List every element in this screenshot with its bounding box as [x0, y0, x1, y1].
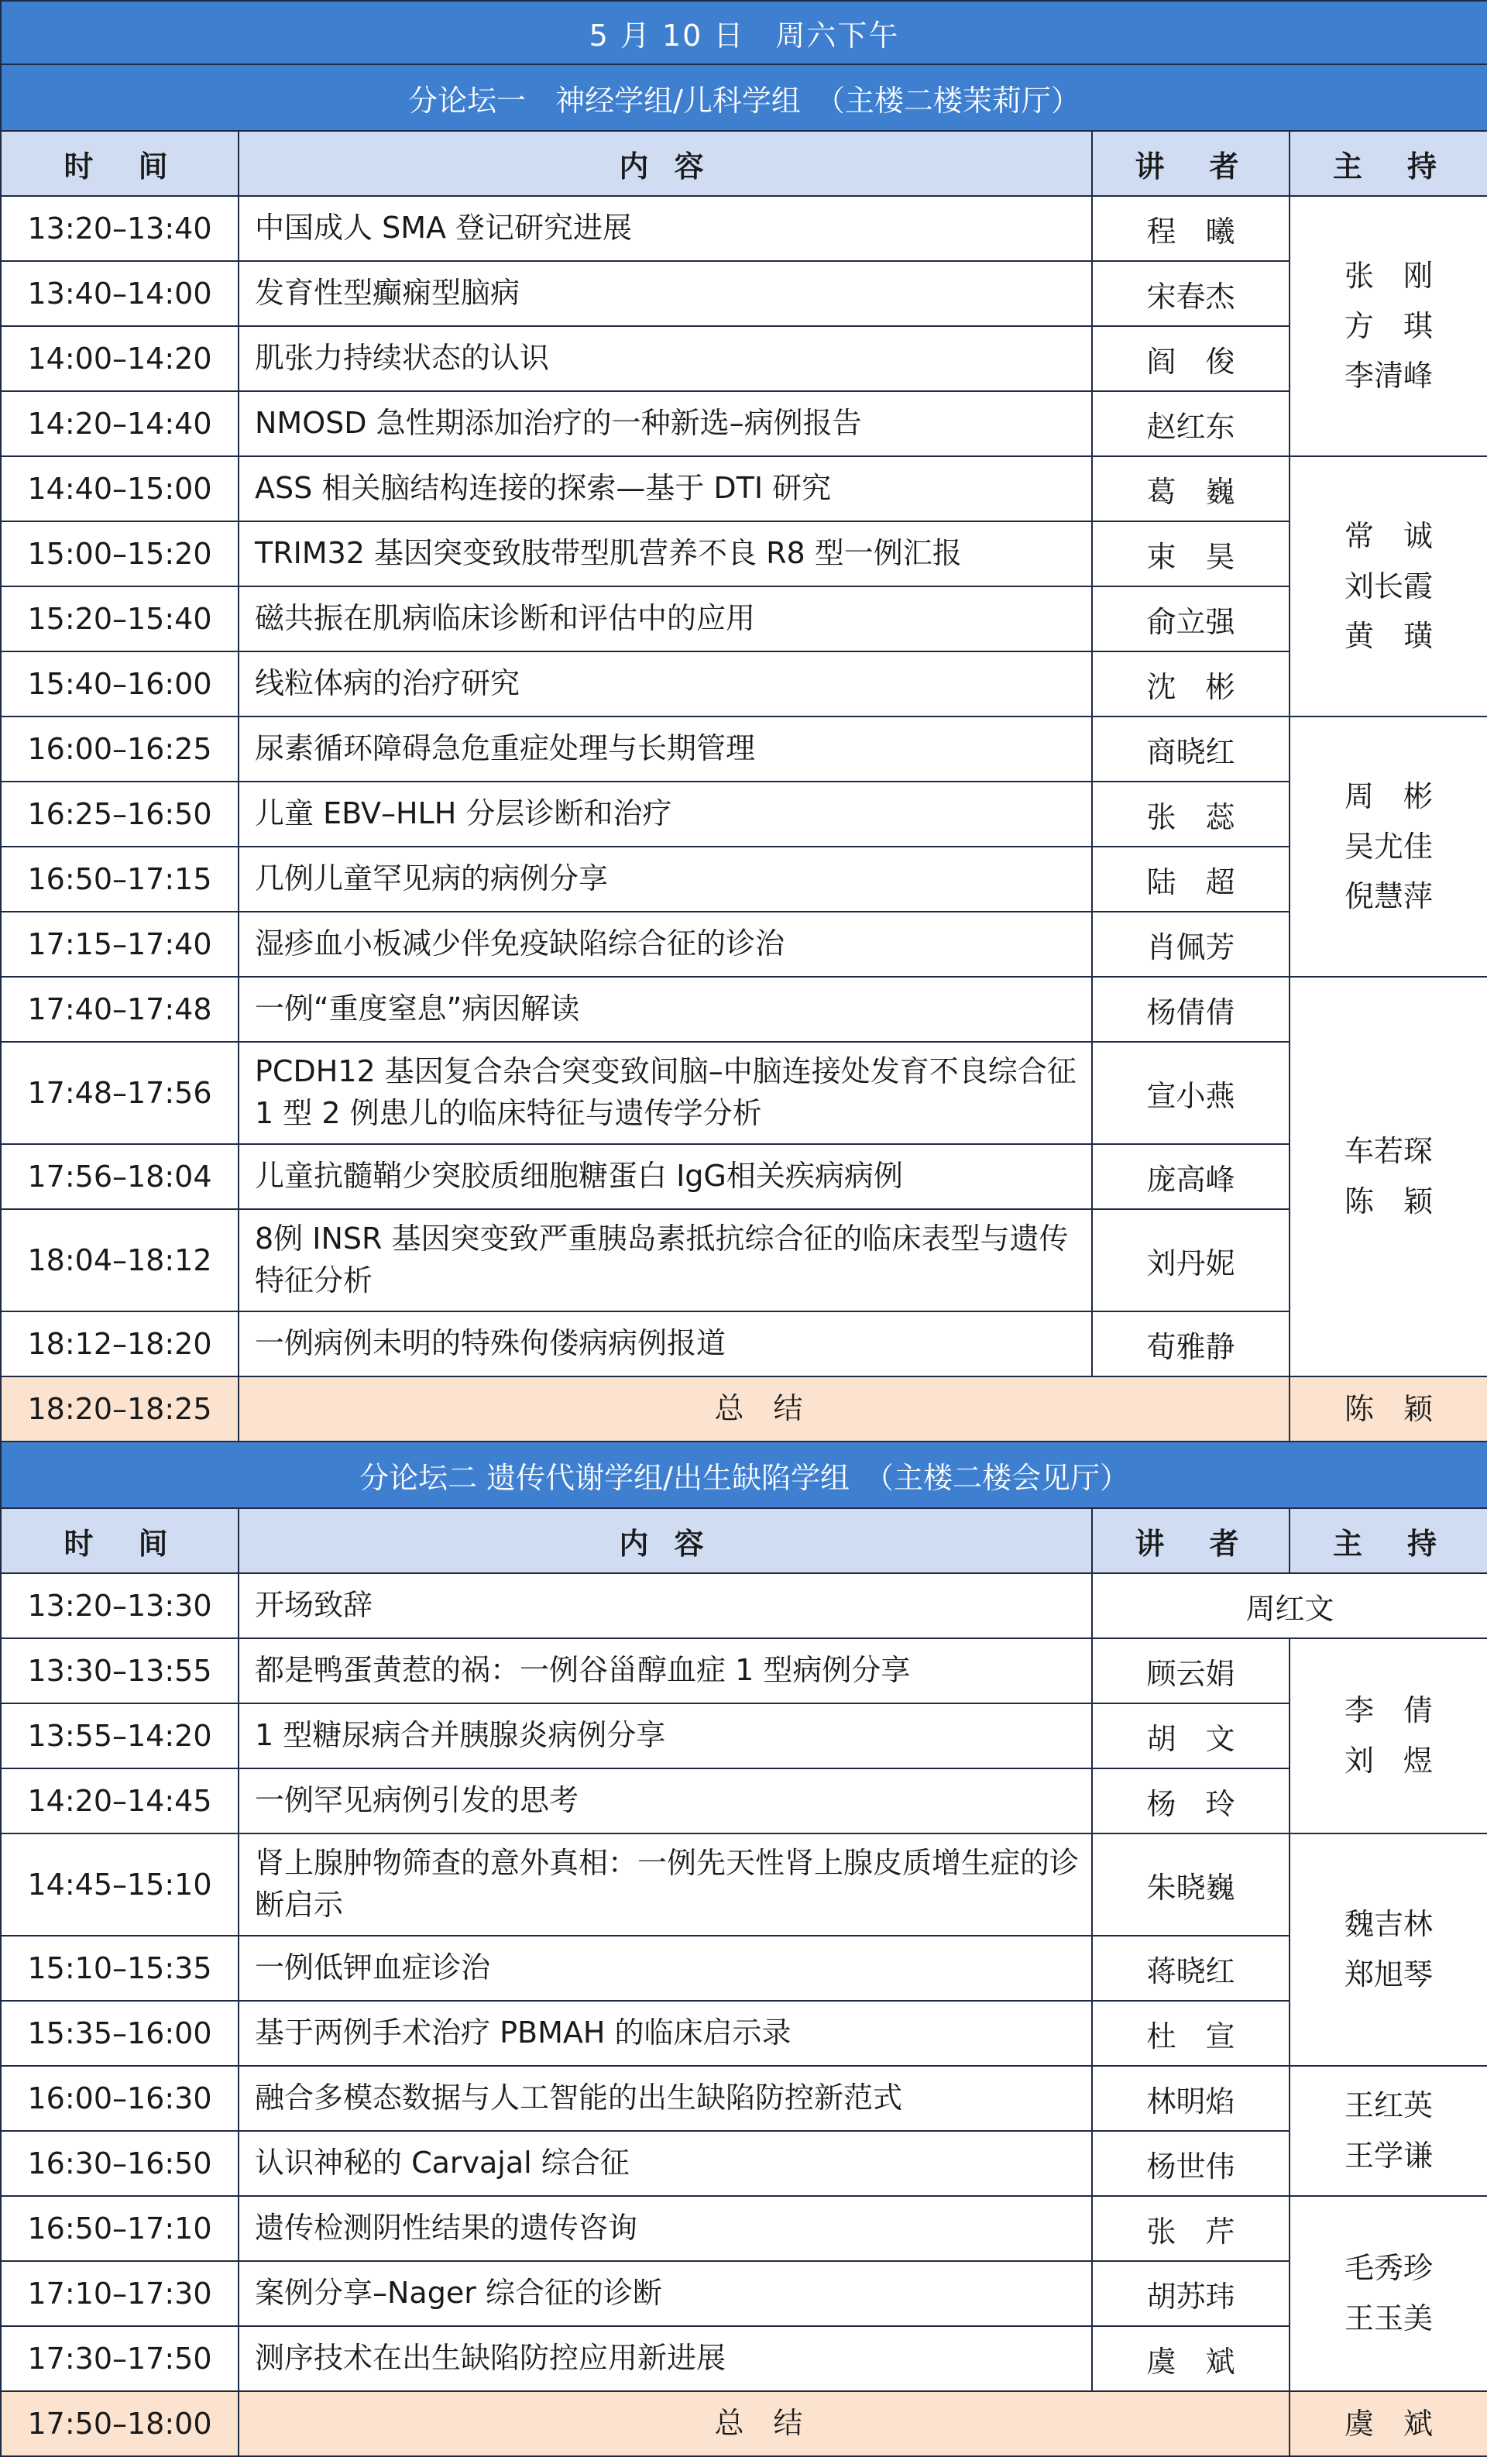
time-cell: 17:10–17:30	[1, 2261, 239, 2326]
speaker-cell: 宋春杰	[1092, 261, 1290, 326]
time-cell: 17:48–17:56	[1, 1042, 239, 1144]
column-header-host: 主 持	[1290, 1508, 1487, 1573]
time-cell: 18:20–18:25	[1, 1376, 239, 1442]
host-cell	[1290, 1638, 1487, 1833]
time-cell: 14:00–14:20	[1, 326, 239, 391]
topic-cell: 1 型糖尿病合并胰腺炎病例分享	[239, 1703, 1092, 1768]
host-name: 魏吉林	[1344, 1907, 1434, 1942]
table-row	[1, 912, 1487, 977]
host-name: 刘 煜	[1344, 1744, 1434, 1778]
host-cell: 虞 斌	[1290, 2391, 1487, 2456]
table-row	[1, 2001, 1487, 2066]
table-row	[1, 2196, 1487, 2261]
time-cell: 13:30–13:55	[1, 1638, 239, 1703]
speaker-cell: 胡苏玮	[1092, 2261, 1290, 2326]
time-cell: 15:20–15:40	[1, 586, 239, 651]
table-row	[1, 782, 1487, 847]
table-row	[1, 2261, 1487, 2326]
time-cell: 13:20–13:40	[1, 196, 239, 261]
host-name: 张 刚	[1344, 259, 1434, 294]
date-header-row	[1, 1, 1487, 64]
host-cell	[1290, 977, 1487, 1376]
table-row	[1, 2131, 1487, 2196]
table-row	[1, 196, 1487, 261]
column-header-content: 内 容	[239, 131, 1092, 196]
topic-cell: 儿童抗髓鞘少突胶质细胞糖蛋白 IgG相关疾病病例	[239, 1144, 1092, 1209]
time-cell: 16:50–17:10	[1, 2196, 239, 2261]
time-cell: 18:04–18:12	[1, 1209, 239, 1311]
topic-cell: NMOSD 急性期添加治疗的一种新选–病例报告	[239, 391, 1092, 456]
time-cell: 17:40–17:48	[1, 977, 239, 1042]
table-row	[1, 1768, 1487, 1833]
speaker-cell: 程 曦	[1092, 196, 1290, 261]
table-row	[1, 456, 1487, 521]
time-cell: 14:45–15:10	[1, 1833, 239, 1936]
time-cell: 16:00–16:30	[1, 2066, 239, 2131]
time-cell: 16:00–16:25	[1, 717, 239, 782]
table-row	[1, 1209, 1487, 1311]
speaker-cell: 阎 俊	[1092, 326, 1290, 391]
topic-cell: TRIM32 基因突变致肢带型肌营养不良 R8 型一例汇报	[239, 521, 1092, 586]
column-header-time: 时 间	[1, 1508, 239, 1573]
time-cell: 16:25–16:50	[1, 782, 239, 847]
table-row	[1, 521, 1487, 586]
time-cell: 14:40–15:00	[1, 456, 239, 521]
topic-cell: 融合多模态数据与人工智能的出生缺陷防控新范式	[239, 2066, 1092, 2131]
date-header: 5 月 10 日 周六下午	[1, 1, 1487, 64]
table-row	[1, 1833, 1487, 1936]
speaker-cell: 束 昊	[1092, 521, 1290, 586]
speaker-cell: 杜 宣	[1092, 2001, 1290, 2066]
speaker-cell: 商晓红	[1092, 717, 1290, 782]
topic-cell: 线粒体病的治疗研究	[239, 651, 1092, 717]
host-name: 李 倩	[1344, 1693, 1434, 1728]
topic-cell: 肾上腺肿物筛查的意外真相：一例先天性肾上腺皮质增生症的诊断启示	[239, 1833, 1092, 1936]
host-name: 郑旭琴	[1344, 1957, 1434, 1991]
summary-label: 总 结	[239, 2391, 1290, 2456]
summary-row	[1, 2391, 1487, 2456]
table-row	[1, 1936, 1487, 2001]
topic-cell: 一例低钾血症诊治	[239, 1936, 1092, 2001]
table-row	[1, 717, 1487, 782]
host-name: 刘长霞	[1344, 569, 1434, 603]
speaker-cell: 张 芹	[1092, 2196, 1290, 2261]
summary-row	[1, 1376, 1487, 1442]
table-row	[1, 1638, 1487, 1703]
host-name: 方 琪	[1344, 308, 1434, 343]
time-cell: 18:12–18:20	[1, 1311, 239, 1376]
topic-cell: ASS 相关脑结构连接的探索—基于 DTI 研究	[239, 456, 1092, 521]
host-name: 王玉美	[1344, 2301, 1434, 2335]
speaker-cell: 虞 斌	[1092, 2326, 1290, 2391]
host-name: 车若琛	[1344, 1134, 1434, 1169]
table-row	[1, 847, 1487, 912]
host-cell	[1290, 196, 1487, 456]
topic-cell: 8例 INSR 基因突变致严重胰岛素抵抗综合征的临床表型与遗传特征分析	[239, 1209, 1092, 1311]
topic-cell: 尿素循环障碍急危重症处理与长期管理	[239, 717, 1092, 782]
column-header-time: 时 间	[1, 131, 239, 196]
forum1-title: 分论坛一 神经学组/儿科学组 （主楼二楼茉莉厅）	[1, 64, 1487, 131]
opening-row	[1, 1573, 1487, 1638]
forum2-title-row	[1, 1442, 1487, 1508]
host-cell: 陈 颖	[1290, 1376, 1487, 1442]
host-name: 吴尤佳	[1344, 829, 1434, 864]
speaker-cell: 沈 彬	[1092, 651, 1290, 717]
summary-label: 总 结	[239, 1376, 1290, 1442]
time-cell: 15:00–15:20	[1, 521, 239, 586]
speaker-cell: 赵红东	[1092, 391, 1290, 456]
topic-cell: 一例“重度窒息”病因解读	[239, 977, 1092, 1042]
forum2-column-header-row	[1, 1508, 1487, 1573]
host-name: 王学谦	[1344, 2139, 1434, 2173]
host-name: 周 彬	[1344, 779, 1434, 814]
speaker-cell: 胡 文	[1092, 1703, 1290, 1768]
host-name: 陈 颖	[1344, 1184, 1434, 1218]
topic-cell: 湿疹血小板减少伴免疫缺陷综合征的诊治	[239, 912, 1092, 977]
table-row	[1, 391, 1487, 456]
topic-cell: 认识神秘的 Carvajal 综合征	[239, 2131, 1092, 2196]
column-header-host: 主 持	[1290, 131, 1487, 196]
topic-cell: 磁共振在肌病临床诊断和评估中的应用	[239, 586, 1092, 651]
time-cell: 13:20–13:30	[1, 1573, 239, 1638]
time-cell: 17:56–18:04	[1, 1144, 239, 1209]
time-cell: 17:50–18:00	[1, 2391, 239, 2456]
time-cell: 15:40–16:00	[1, 651, 239, 717]
host-name: 倪慧萍	[1344, 879, 1434, 914]
time-cell: 15:35–16:00	[1, 2001, 239, 2066]
host-name: 常 诚	[1344, 519, 1434, 554]
speaker-cell: 杨 玲	[1092, 1768, 1290, 1833]
table-row	[1, 1311, 1487, 1376]
time-cell: 15:10–15:35	[1, 1936, 239, 2001]
topic-cell: 基于两例手术治疗 PBMAH 的临床启示录	[239, 2001, 1092, 2066]
topic-cell: 一例病例未明的特殊佝偻病病例报道	[239, 1311, 1092, 1376]
table-row	[1, 651, 1487, 717]
host-cell	[1290, 456, 1487, 717]
speaker-cell: 陆 超	[1092, 847, 1290, 912]
topic-cell: 开场致辞	[239, 1573, 1092, 1638]
time-cell: 14:20–14:45	[1, 1768, 239, 1833]
column-header-content: 内 容	[239, 1508, 1092, 1573]
speaker-cell: 葛 巍	[1092, 456, 1290, 521]
speaker-cell: 张 蕊	[1092, 782, 1290, 847]
time-cell: 14:20–14:40	[1, 391, 239, 456]
table-row	[1, 326, 1487, 391]
table-row	[1, 2066, 1487, 2131]
host-cell	[1290, 2196, 1487, 2391]
host-name: 黄 璜	[1344, 619, 1434, 654]
speaker-cell: 俞立强	[1092, 586, 1290, 651]
speaker-cell: 杨世伟	[1092, 2131, 1290, 2196]
time-cell: 13:55–14:20	[1, 1703, 239, 1768]
topic-cell: 儿童 EBV–HLH 分层诊断和治疗	[239, 782, 1092, 847]
speaker-cell: 顾云娟	[1092, 1638, 1290, 1703]
speaker-cell: 荀雅静	[1092, 1311, 1290, 1376]
speaker-cell: 杨倩倩	[1092, 977, 1290, 1042]
topic-cell: 几例儿童罕见病的病例分享	[239, 847, 1092, 912]
speaker-cell: 周红文	[1092, 1573, 1487, 1638]
time-cell: 17:30–17:50	[1, 2326, 239, 2391]
host-name: 毛秀珍	[1344, 2251, 1434, 2286]
table-row	[1, 2326, 1487, 2391]
table-row	[1, 977, 1487, 1042]
topic-cell: PCDH12 基因复合杂合突变致间脑–中脑连接处发育不良综合征 1 型 2 例患儿的临床特征与遗传学分析	[239, 1042, 1092, 1144]
topic-cell: 测序技术在出生缺陷防控应用新进展	[239, 2326, 1092, 2391]
speaker-cell: 刘丹妮	[1092, 1209, 1290, 1311]
topic-cell: 肌张力持续状态的认识	[239, 326, 1092, 391]
speaker-cell: 林明焰	[1092, 2066, 1290, 2131]
host-name: 李清峰	[1344, 359, 1434, 393]
speaker-cell: 宣小燕	[1092, 1042, 1290, 1144]
table-row	[1, 1144, 1487, 1209]
column-header-speaker: 讲 者	[1092, 1508, 1290, 1573]
time-cell: 13:40–14:00	[1, 261, 239, 326]
speaker-cell: 蒋晓红	[1092, 1936, 1290, 2001]
host-cell	[1290, 717, 1487, 977]
topic-cell: 都是鸭蛋黄惹的祸：一例谷甾醇血症 1 型病例分享	[239, 1638, 1092, 1703]
host-name: 王红英	[1344, 2088, 1434, 2123]
time-cell: 17:15–17:40	[1, 912, 239, 977]
speaker-cell: 庞高峰	[1092, 1144, 1290, 1209]
forum2-title: 分论坛二 遗传代谢学组/出生缺陷学组 （主楼二楼会见厅）	[1, 1442, 1487, 1508]
time-cell: 16:30–16:50	[1, 2131, 239, 2196]
host-cell	[1290, 2066, 1487, 2196]
host-cell	[1290, 1833, 1487, 2066]
speaker-cell: 朱晓巍	[1092, 1833, 1290, 1936]
topic-cell: 一例罕见病例引发的思考	[239, 1768, 1092, 1833]
table-row	[1, 261, 1487, 326]
speaker-cell: 肖佩芳	[1092, 912, 1290, 977]
table-row	[1, 586, 1487, 651]
time-cell: 16:50–17:15	[1, 847, 239, 912]
topic-cell: 中国成人 SMA 登记研究进展	[239, 196, 1092, 261]
forum1-title-row	[1, 64, 1487, 131]
topic-cell: 发育性型癫痫型脑病	[239, 261, 1092, 326]
table-row	[1, 1703, 1487, 1768]
topic-cell: 遗传检测阴性结果的遗传咨询	[239, 2196, 1092, 2261]
column-header-speaker: 讲 者	[1092, 131, 1290, 196]
forum1-column-header-row	[1, 131, 1487, 196]
topic-cell: 案例分享–Nager 综合征的诊断	[239, 2261, 1092, 2326]
table-row	[1, 1042, 1487, 1144]
